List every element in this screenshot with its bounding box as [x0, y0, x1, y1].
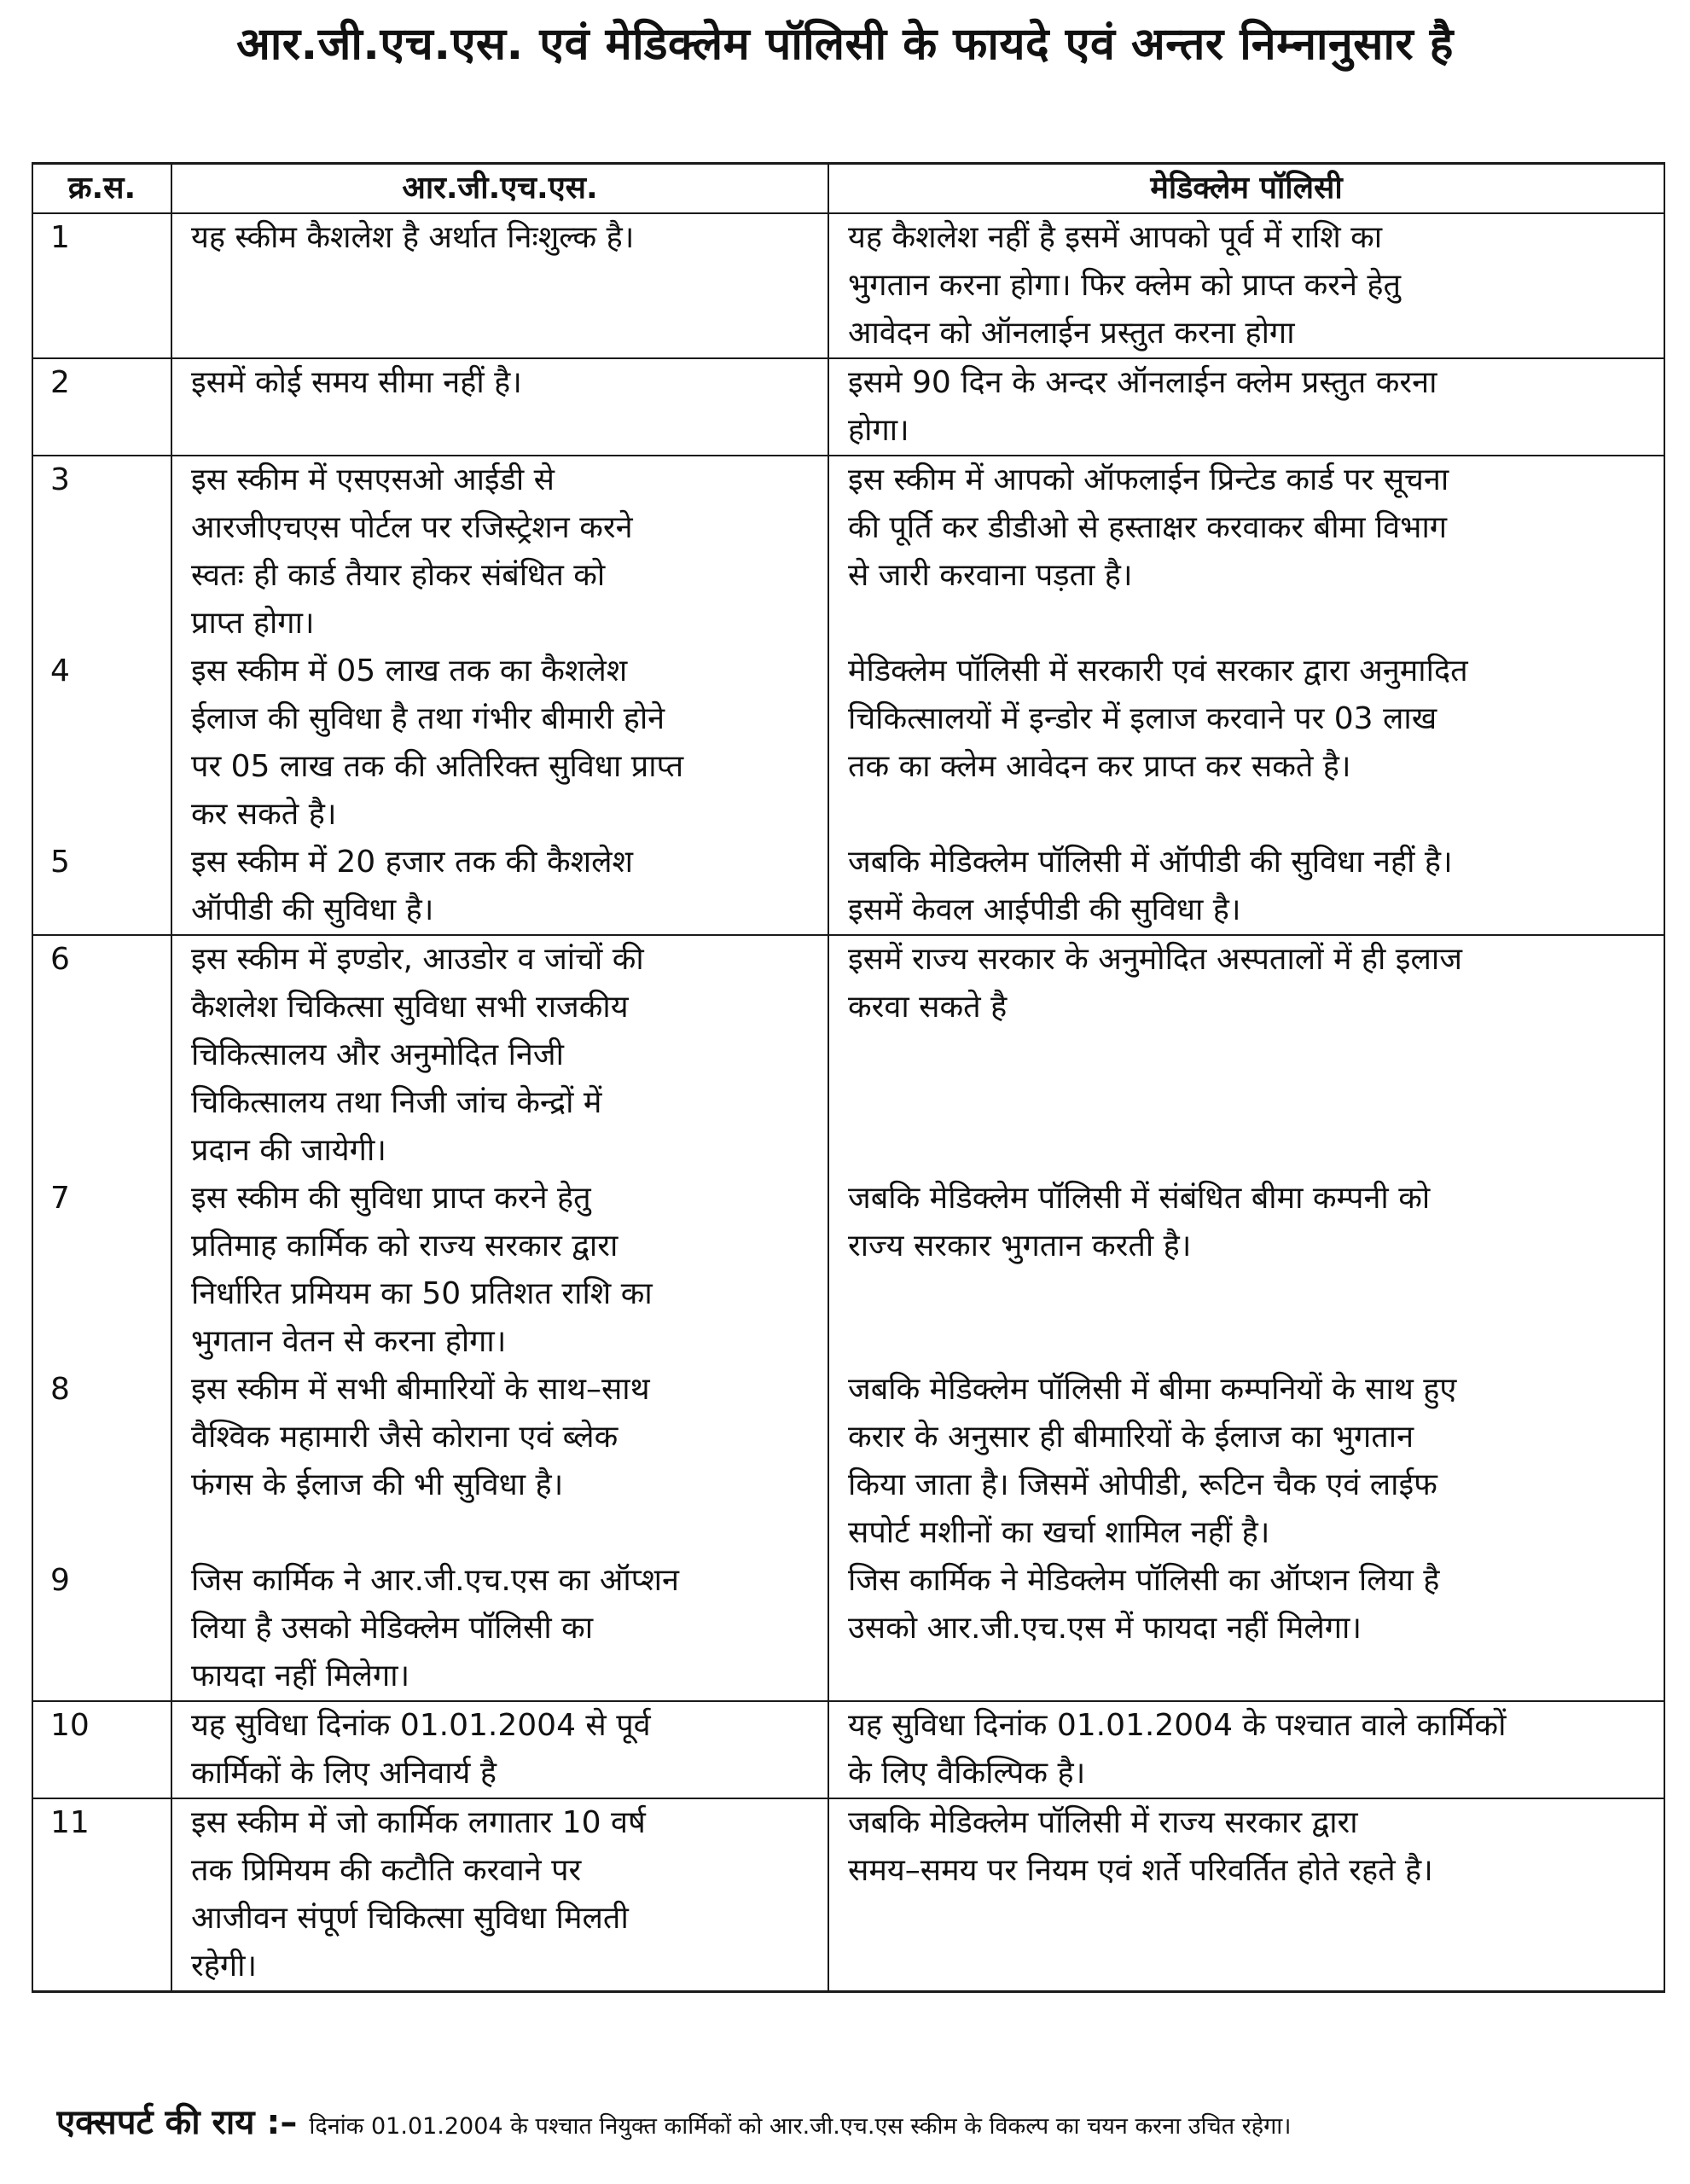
table-row: [32, 1701, 1664, 1798]
mediclaim-cell: जबकि मेडिक्लेम पॉलिसी में राज्य सरकार द्वारा समय–समय पर नियम एवं शर्ते परिवर्तित होते रहते है।: [828, 1798, 1664, 1992]
mediclaim-cell: यह कैशलेश नहीं है इसमें आपको पूर्व में राशि का भुगतान करना होगा। फिर क्लेम को प्राप्त करने हेतु आवेदन को ऑनलाईन प्रस्तुत करना होगा: [828, 213, 1664, 358]
table-row: [32, 839, 1664, 935]
mediclaim-cell: जबकि मेडिक्लेम पॉलिसी में बीमा कम्पनियों के साथ हुए करार के अनुसार ही बीमारियों के ईलाज का भुगतान किया जाता है। जिसमें ओपीडी, रूटिन चैक एवं लाईफ सपोर्ट मशीनों का खर्चा शामिल नहीं है।: [828, 1366, 1664, 1557]
rghs-cell: जिस कार्मिक ने आर.जी.एच.एस का ऑप्शन लिया है उसको मेडिक्लेम पॉलिसी का फायदा नहीं मिलेगा।: [171, 1557, 828, 1701]
row-number: 3: [32, 456, 171, 648]
rghs-cell: यह सुविधा दिनांक 01.01.2004 से पूर्व कार्मिकों के लिए अनिवार्य है: [171, 1701, 828, 1798]
header-rghs: आर.जी.एच.एस.: [171, 164, 828, 214]
rghs-cell: यह स्कीम कैशलेश है अर्थात निःशुल्क है।: [171, 213, 828, 358]
rghs-cell: इसमें कोई समय सीमा नहीं है।: [171, 358, 828, 456]
mediclaim-cell: जबकि मेडिक्लेम पॉलिसी में ऑपीडी की सुविधा नहीं है। इसमें केवल आईपीडी की सुविधा है।: [828, 839, 1664, 935]
table-header-row: [32, 164, 1664, 214]
comparison-table: [32, 162, 1665, 1993]
expert-opinion-label: एक्सपर्ट की राय :–: [56, 2103, 298, 2142]
row-number: 2: [32, 358, 171, 456]
row-number: 9: [32, 1557, 171, 1701]
row-number: 7: [32, 1175, 171, 1366]
expert-opinion-text: दिनांक 01.01.2004 के पश्चात नियुक्त कार्मिकों को आर.जी.एच.एस स्कीम के विकल्प का चयन करना उचित रहेगा।: [309, 2113, 1292, 2140]
rghs-cell: इस स्कीम में 20 हजार तक की कैशलेश ऑपीडी की सुविधा है।: [171, 839, 828, 935]
table-row: [32, 935, 1664, 1175]
mediclaim-cell: इस स्कीम में आपको ऑफलाईन प्रिन्टेड कार्ड पर सूचना की पूर्ति कर डीडीओ से हस्ताक्षर करवाकर बीमा विभाग से जारी करवाना पड़ता है।: [828, 456, 1664, 648]
mediclaim-cell: इसमें राज्य सरकार के अनुमोदित अस्पतालों में ही इलाज करवा सकते है: [828, 935, 1664, 1175]
rghs-cell: इस स्कीम की सुविधा प्राप्त करने हेतु प्रतिमाह कार्मिक को राज्य सरकार द्वारा निर्धारित प्रमियम का 50 प्रतिशत राशि का भुगतान वेतन से करना होगा।: [171, 1175, 828, 1366]
expert-opinion: [56, 2097, 1660, 2144]
rghs-cell: इस स्कीम में इण्डोर, आउडोर व जांचों की कैशलेश चिकित्सा सुविधा सभी राजकीय चिकित्सालय और अनुमोदित निजी चिकित्सालय तथा निजी जांच केन्द्रों में प्रदान की जायेगी।: [171, 935, 828, 1175]
header-mediclaim-policy: मेडिक्लेम पॉलिसी: [828, 164, 1664, 214]
table-row: [32, 358, 1664, 456]
table-row: [32, 648, 1664, 839]
row-number: 4: [32, 648, 171, 839]
mediclaim-cell: यह सुविधा दिनांक 01.01.2004 के पश्चात वाले कार्मिकों के लिए वैकिल्पिक है।: [828, 1701, 1664, 1798]
row-number: 11: [32, 1798, 171, 1992]
table-row: [32, 1175, 1664, 1366]
header-serial-number: क्र.स.: [32, 164, 171, 214]
table-row: [32, 1366, 1664, 1557]
row-number: 10: [32, 1701, 171, 1798]
row-number: 1: [32, 213, 171, 358]
rghs-cell: इस स्कीम में 05 लाख तक का कैशलेश ईलाज की सुविधा है तथा गंभीर बीमारी होने पर 05 लाख तक की अतिरिक्त सुविधा प्राप्त कर सकते है।: [171, 648, 828, 839]
rghs-cell: इस स्कीम में एसएसओ आईडी से आरजीएचएस पोर्टल पर रजिस्ट्रेशन करने स्वतः ही कार्ड तैयार होकर संबंधित को प्राप्त होगा।: [171, 456, 828, 648]
mediclaim-cell: मेडिक्लेम पॉलिसी में सरकारी एवं सरकार द्वारा अनुमादित चिकित्सालयों में इन्डोर में इलाज करवाने पर 03 लाख तक का क्लेम आवेदन कर प्राप्त कर सकते है।: [828, 648, 1664, 839]
table-row: [32, 1798, 1664, 1992]
mediclaim-cell: इसमे 90 दिन के अन्दर ऑनलाईन क्लेम प्रस्तुत करना होगा।: [828, 358, 1664, 456]
mediclaim-cell: जबकि मेडिक्लेम पॉलिसी में संबंधित बीमा कम्पनी को राज्य सरकार भुगतान करती है।: [828, 1175, 1664, 1366]
table-row: [32, 1557, 1664, 1701]
table-row: [32, 456, 1664, 648]
page-title: आर.जी.एच.एस. एवं मेडिक्लेम पॉलिसी के फायदे एवं अन्तर निम्नानुसार है: [236, 19, 1454, 70]
row-number: 8: [32, 1366, 171, 1557]
row-number: 6: [32, 935, 171, 1175]
rghs-cell: इस स्कीम में जो कार्मिक लगातार 10 वर्ष तक प्रिमियम की कटौति करवाने पर आजीवन संपूर्ण चिकित्सा सुविधा मिलती रहेगी।: [171, 1798, 828, 1992]
mediclaim-cell: जिस कार्मिक ने मेडिक्लेम पॉलिसी का ऑप्शन लिया है उसको आर.जी.एच.एस में फायदा नहीं मिलेगा।: [828, 1557, 1664, 1701]
rghs-cell: इस स्कीम में सभी बीमारियों के साथ–साथ वैश्विक महामारी जैसे कोराना एवं ब्लेक फंगस के ईलाज की भी सुविधा है।: [171, 1366, 828, 1557]
table-row: [32, 213, 1664, 358]
row-number: 5: [32, 839, 171, 935]
